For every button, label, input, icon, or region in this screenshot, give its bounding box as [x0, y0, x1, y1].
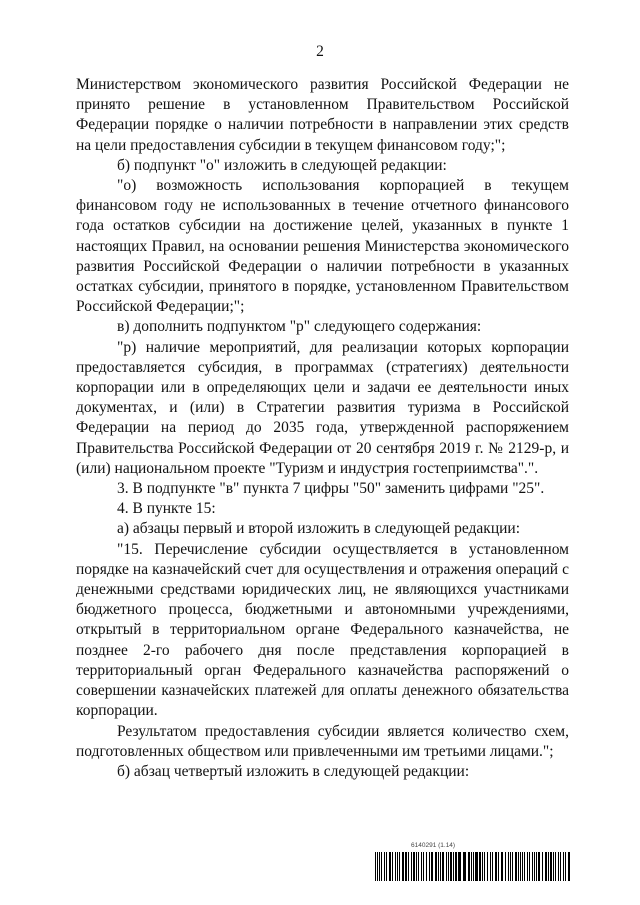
- document-body: [76, 75, 569, 782]
- document-code: 6140291 (1.14): [411, 842, 456, 849]
- paragraph: 3. В подпункте "в" пункта 7 цифры "50" заменить цифрами "25".: [117, 480, 545, 498]
- paragraph: в) дополнить подпунктом "р" следующего содержания:: [117, 318, 482, 336]
- paragraph: б) абзац четвертый изложить в следующей редакции:: [117, 762, 470, 780]
- paragraph: а) абзацы первый и второй изложить в следующей редакции:: [117, 520, 521, 538]
- paragraph: б) подпункт "о" изложить в следующей редакции:: [117, 156, 447, 174]
- paragraph: Результатом предоставления субсидии является количество схем, подготовленных обществом или привлеченными им третьими лицами.";: [76, 722, 569, 760]
- paragraph: Министерством экономического развития Российской Федерации не принято решение в установленном Правительством Российской Федерации порядке о наличии потребности в направлении этих средств на цели предоставления субсидии в текущем финансовом году;";: [76, 76, 569, 154]
- paragraph: "о) возможность использования корпорацией в текущем финансовом году не использованных в течение отчетного финансового года остатков субсидии на достижение целей, указанных в пункте 1 настоящих Правил, на основании решения Министерства экономического развития Российской Федерации о наличии потребности в указанных остатках субсидии, принятого в порядке, установленном Правительством Российской Федерации;";: [76, 177, 569, 316]
- paragraph: 4. В пункте 15:: [117, 500, 216, 518]
- paragraph: "15. Перечисление субсидии осуществляется в установленном порядке на казначейский счет для осуществления и отражения операций с денежными средствами юридических лиц, не являющихся участниками бюджетного процесса, бюджетными и автономными учреждениями, открытый в территориальном органе Федерального казначейства, не позднее 2-го рабочего дня после представления корпорацией в территориальный орган Федерального казначейства распоряжений о совершении казначейских платежей для оплаты денежного обязательства корпорации.: [76, 540, 569, 720]
- page-number: 2: [316, 43, 324, 60]
- barcode-icon: [375, 852, 571, 881]
- paragraph: "р) наличие мероприятий, для реализации которых корпорации предоставляется субсидия, в программах (стратегиях) деятельности корпорации или в определяющих цели и задачи ее деятельности иных документах, и (или) в Стратегии развития туризма в Российской Федерации на период до 2035 года, утвержденной распоряжением Правительства Российской Федерации от 20 сентября 2019 г. № 2129-р, и (или) национальном проекте "Туризм и индустрия гостеприимства".".: [76, 338, 569, 477]
